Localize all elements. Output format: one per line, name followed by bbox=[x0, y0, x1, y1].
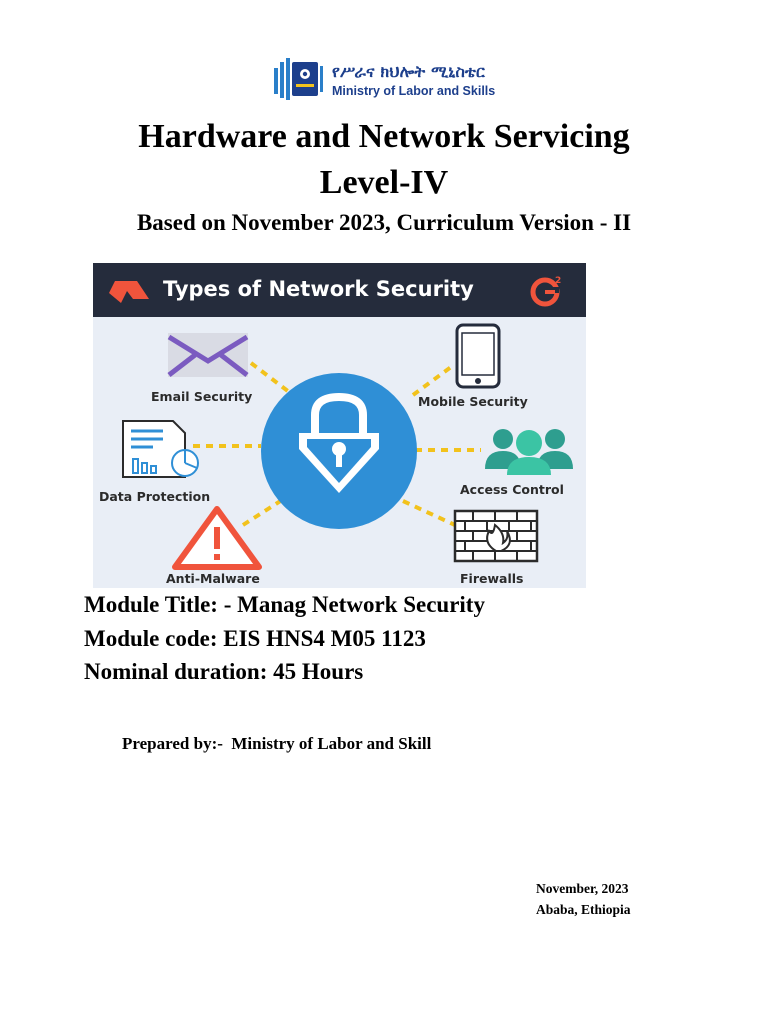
footer-date: November, 2023 bbox=[536, 881, 629, 896]
label-firewalls: Firewalls bbox=[460, 571, 524, 586]
module-code: Module code: EIS HNS4 M05 1123 bbox=[84, 626, 426, 651]
footer-place: Ababa, Ethiopia bbox=[536, 902, 631, 917]
email-icon bbox=[168, 333, 248, 377]
logo-english-text: Ministry of Labor and Skills bbox=[332, 84, 496, 98]
banner-diagram bbox=[93, 263, 586, 588]
module-title: Module Title: - Manag Network Security bbox=[84, 592, 485, 617]
network-security-banner bbox=[93, 263, 586, 588]
banner-title: Types of Network Security bbox=[163, 277, 474, 301]
document-title: Hardware and Network Servicing bbox=[138, 118, 630, 155]
document-level: Level-IV bbox=[319, 164, 449, 201]
prepared-by: Prepared by:- Ministry of Labor and Skill bbox=[122, 734, 432, 753]
label-email-security: Email Security bbox=[151, 389, 253, 404]
brand-mark-icon bbox=[109, 281, 149, 303]
document-subtitle: Based on November 2023, Curriculum Version - II bbox=[136, 210, 632, 235]
mobile-phone-icon bbox=[457, 325, 499, 387]
g2-badge-icon bbox=[533, 276, 561, 304]
label-mobile-security: Mobile Security bbox=[418, 394, 528, 409]
module-duration: Nominal duration: 45 Hours bbox=[84, 659, 364, 684]
label-access-control: Access Control bbox=[460, 482, 564, 497]
warning-triangle-icon bbox=[175, 509, 259, 567]
logo-amharic-text: የሥራና ክህሎት ሚኒስቴር bbox=[332, 62, 486, 81]
users-group-icon bbox=[485, 429, 573, 475]
lock-shield-icon bbox=[261, 373, 417, 529]
document-chart-icon bbox=[123, 421, 198, 477]
label-anti-malware: Anti-Malware bbox=[166, 571, 260, 586]
ministry-logo-icon bbox=[274, 56, 324, 102]
firewall-icon bbox=[455, 511, 537, 561]
ministry-logo bbox=[274, 54, 494, 104]
svg-text:2: 2 bbox=[555, 276, 562, 286]
label-data-protection: Data Protection bbox=[99, 489, 211, 504]
